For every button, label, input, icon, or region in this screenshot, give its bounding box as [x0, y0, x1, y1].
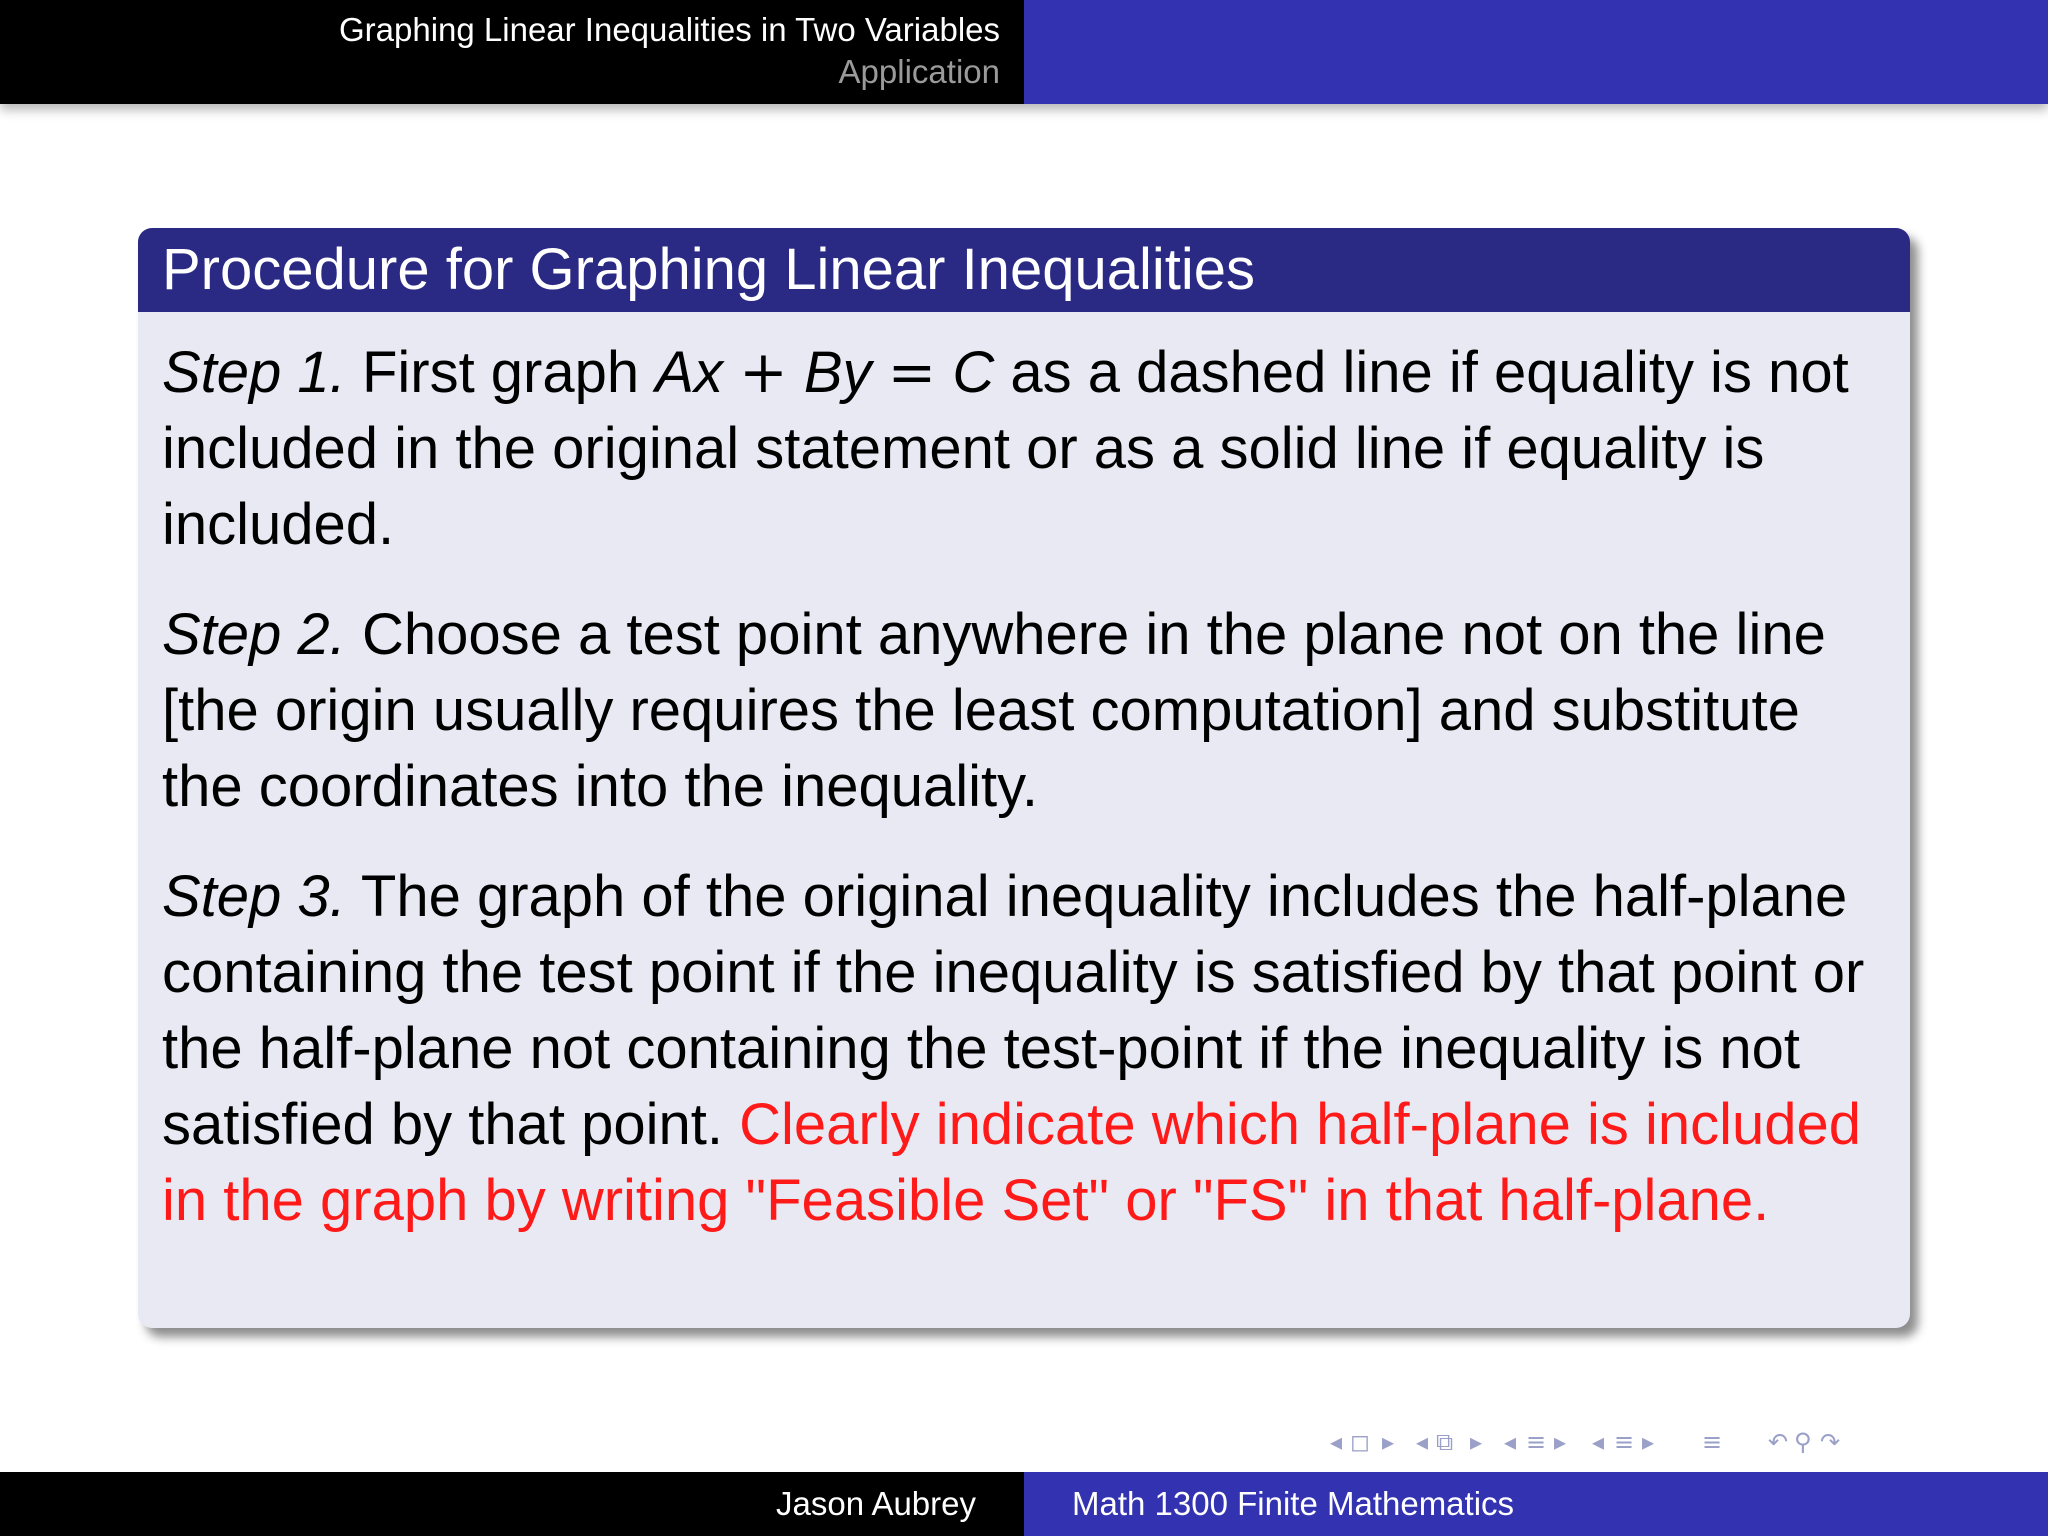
step-3-text: The graph of the original inequality includes the half-plane containing the test point if the inequality is satisfied by that point or the half-plane not containing the test-point if the inequality is not satisfied by that point.: [162, 864, 1865, 1157]
nav-next-frame-icon[interactable]: ▸: [1382, 1428, 1395, 1456]
math-plus: +: [739, 338, 788, 406]
nav-prev-section-icon[interactable]: ◂: [1504, 1428, 1517, 1456]
nav-next-subsection-icon[interactable]: ▸: [1470, 1428, 1483, 1456]
step-1-text: as a dashed line if equality is not included in the original statement or as a solid line if equality is included.: [162, 340, 1849, 557]
block-body: [138, 312, 1910, 1239]
step-2: [162, 597, 1886, 825]
step-3: [162, 859, 1886, 1239]
math-ax: Ax: [655, 340, 723, 405]
nav-section-icon[interactable]: ≡: [1526, 1428, 1547, 1456]
footer-bar: [0, 1472, 2048, 1536]
nav-search-icon[interactable]: ⚲: [1794, 1428, 1812, 1456]
nav-next-document-icon[interactable]: ▸: [1642, 1428, 1655, 1456]
header-right-panel: [1024, 0, 2048, 104]
footer-right-panel: [1024, 1472, 2048, 1536]
step-2-label: Step 2.: [162, 602, 346, 667]
math-c: C: [952, 340, 995, 405]
step-3-label: Step 3.: [162, 864, 346, 929]
procedure-block: [138, 228, 1910, 1328]
presentation-title[interactable]: Graphing Linear Inequalities in Two Variables: [338, 11, 1000, 48]
header-left-panel: [0, 0, 1024, 104]
nav-frame-icon[interactable]: ◻: [1350, 1428, 1370, 1456]
nav-back-icon[interactable]: ↶: [1768, 1428, 1789, 1456]
section-title[interactable]: Application: [838, 53, 1000, 90]
footer-left-panel: [0, 1472, 1024, 1536]
nav-forward-icon[interactable]: ↷: [1820, 1428, 1841, 1456]
math-equals: =: [887, 338, 937, 406]
nav-next-section-icon[interactable]: ▸: [1554, 1428, 1567, 1456]
block-title: Procedure for Graphing Linear Inequalities: [138, 228, 1910, 312]
footer-course[interactable]: Math 1300 Finite Mathematics: [1072, 1485, 1515, 1522]
step-2-text: Choose a test point anywhere in the plane not on the line [the origin usually requires the least computation] and substitute the coordinates into the inequality.: [162, 602, 1826, 819]
nav-appendix-icon[interactable]: ≡: [1702, 1428, 1723, 1456]
navigation-bar: [1330, 1425, 2030, 1459]
header-bar: [0, 0, 2048, 104]
nav-prev-document-icon[interactable]: ◂: [1592, 1428, 1605, 1456]
nav-subsection-icon[interactable]: ⧉: [1436, 1428, 1454, 1456]
nav-prev-frame-icon[interactable]: ◂: [1330, 1428, 1343, 1456]
footer-author[interactable]: Jason Aubrey: [776, 1485, 976, 1522]
nav-document-icon[interactable]: ≡: [1614, 1428, 1635, 1456]
math-by: By: [803, 340, 872, 405]
step-1-label: Step 1.: [162, 340, 346, 405]
step-1: [162, 334, 1886, 563]
nav-prev-subsection-icon[interactable]: ◂: [1416, 1428, 1429, 1456]
step-1-lead: First graph: [361, 340, 640, 405]
step-3-highlight: Clearly indicate which half-plane is included in the graph by writing "Feasible Set" or "FS" in that half-plane.: [162, 1092, 1862, 1233]
